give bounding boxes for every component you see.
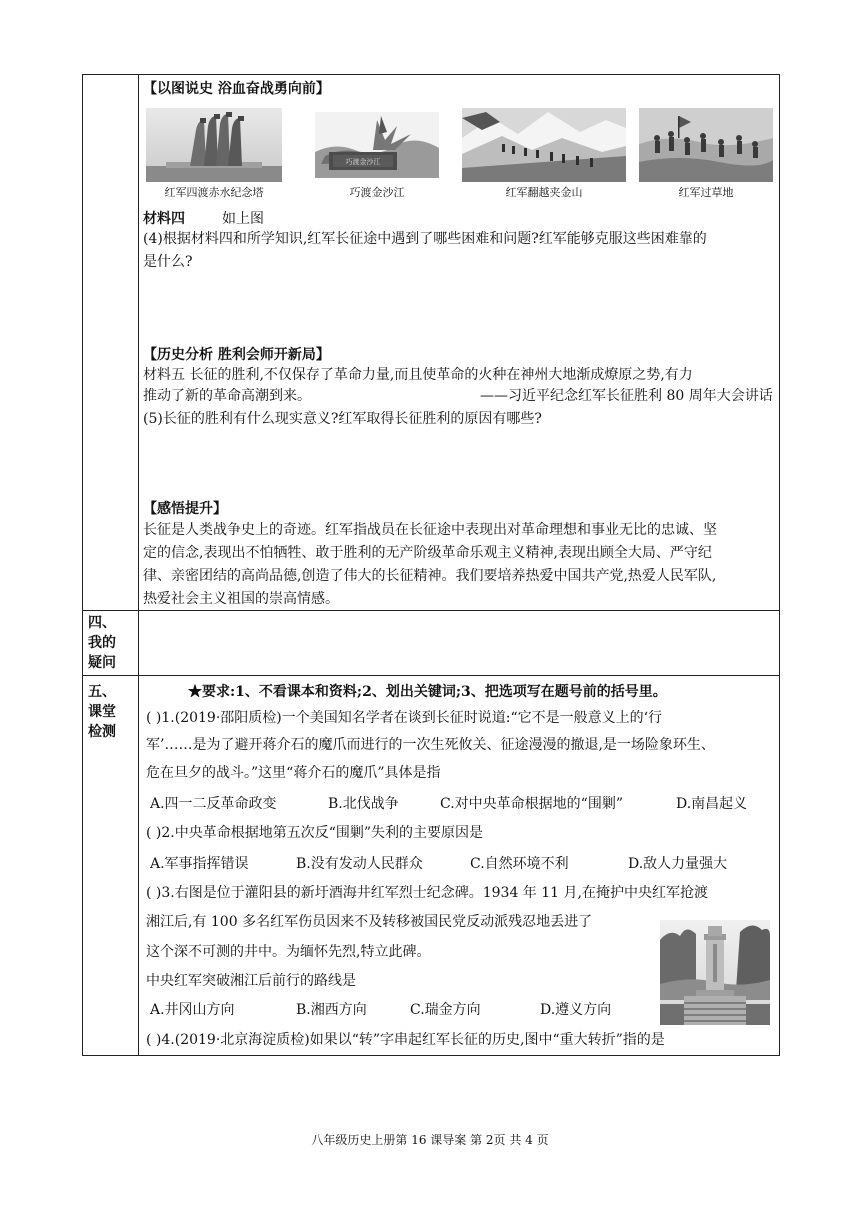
question-five: (5)长征的胜利有什么现实意义?红军取得长征胜利的原因有哪些? [143,411,542,427]
insight-heading: 【感悟提升】 [143,501,227,517]
pictures-heading: 【以图说史 浴血奋战勇向前】 [143,81,330,97]
caption-jinsha-river: 巧渡金沙江 [349,186,405,199]
question-four-line1: (4)根据材料四和所学知识,红军长征途中遇到了哪些困难和问题?红军能够克服这些困难靠的 [143,231,707,247]
caption-jiajin-mountain: 红军翻越夹金山 [505,186,583,199]
photo-jinsha-river [315,112,439,178]
q1-line1: ( )1.(2019·邵阳质检)一个美国知名学者在谈到长征时说道:“它不是一般意义上的‘行 [146,710,663,726]
photo-jiajin-mountain [462,108,626,182]
insight-line-2: 定的信念,表现出不怕牺牲、敢于胜利的无产阶级革命乐观主义精神,表现出顾全大局、严守纪 [143,545,712,561]
doubts-label: 四、 我的 疑问 [88,615,116,671]
q3-option-d: D.遵义方向 [540,1002,612,1018]
material-four-label: 材料四 [143,211,185,227]
q1-option-b: B.北伐战争 [328,796,399,812]
column-divider [138,74,139,1056]
q1-option-d: D.南昌起义 [676,796,748,812]
q3-stem: 中央红军突破湘江后前行的路线是 [146,973,356,989]
caption-grassland: 红军过草地 [678,186,734,199]
photo-grassland [639,108,773,182]
question-four-line2: 是什么? [143,254,193,270]
q2-option-d: D.敌人力量强大 [628,856,728,872]
row-divider-top [82,610,780,611]
q1-line3: 危在旦夕的战斗。”这里“蒋介石的魔爪”具体是指 [146,765,441,781]
q2-option-b: B.没有发动人民群众 [296,856,423,872]
q1-option-c: C.对中央革命根据地的“围剿” [440,796,623,812]
photo-memorial-tower [146,108,282,182]
test-label: 五、 课堂 检测 [88,684,116,740]
insight-line-1: 长征是人类战争史上的奇迹。红军指战员在长征途中表现出对革命理想和事业无比的忠诚、坚 [143,522,717,538]
page-footer: 八年级历史上册第 16 课导案 第 2页 共 4 页 [311,1133,549,1147]
q2-option-c: C.自然环境不利 [470,856,569,872]
test-requirement: ★要求:1、不看课本和资料;2、划出关键词;3、把选项写在题号前的括号里。 [188,684,667,700]
insight-line-4: 热爱社会主义祖国的崇高情感。 [143,591,339,607]
analysis-heading: 【历史分析 胜利会师开新局】 [143,347,330,363]
q3-option-b: B.湘西方向 [296,1002,367,1018]
q3-line2: 湘江后,有 100 多名红军伤员因来不及转移被国民党反动派残忍地丢进了 [146,914,593,930]
material-five-line2: 推动了新的革命高潮到来。 [143,388,311,404]
q1-line2: 军’……是为了避开蒋介石的魔爪而进行的一次生死攸关、征途漫漫的撤退,是一场险象环生、 [146,737,715,753]
main-table [82,74,780,1056]
row-divider-middle [82,675,780,676]
material-four-text: 如上图 [222,211,264,227]
insight-line-3: 律、亲密团结的高尚品德,创造了伟大的长征精神。我们要培养热爱中国共产党,热爱人民军队, [143,568,717,584]
q2-stem: ( )2.中央革命根据地第五次反“围剿”失利的主要原因是 [146,825,484,841]
q3-line3: 这个深不可测的井中。为缅怀先烈,特立此碑。 [146,944,431,960]
q3-option-a: A.井冈山方向 [150,1002,235,1018]
q3-line1: ( )3.右图是位于灌阳县的新圩酒海井红军烈士纪念碑。1934 年 11 月,在掩护中央红军抢渡 [146,885,708,901]
material-five-source: ——习近平纪念红军长征胜利 80 周年大会讲话 [480,388,773,404]
q3-option-c: C.瑞金方向 [410,1002,481,1018]
plaque-text: 巧渡金沙江 [345,158,381,166]
q4-line1: ( )4.(2019·北京海淀质检)如果以“转”字串起红军长征的历史,图中“重大转折”指的是 [146,1032,665,1048]
q2-option-a: A.军事指挥错误 [150,856,249,872]
q1-option-a: A.四一二反革命政变 [150,796,277,812]
material-five-line1: 材料五 长征的胜利,不仅保存了革命力量,而且使革命的火种在神州大地渐成燎原之势,有力 [143,367,693,383]
caption-memorial-tower: 红军四渡赤水纪念塔 [164,186,264,199]
photo-martyrs-monument [660,920,770,1025]
